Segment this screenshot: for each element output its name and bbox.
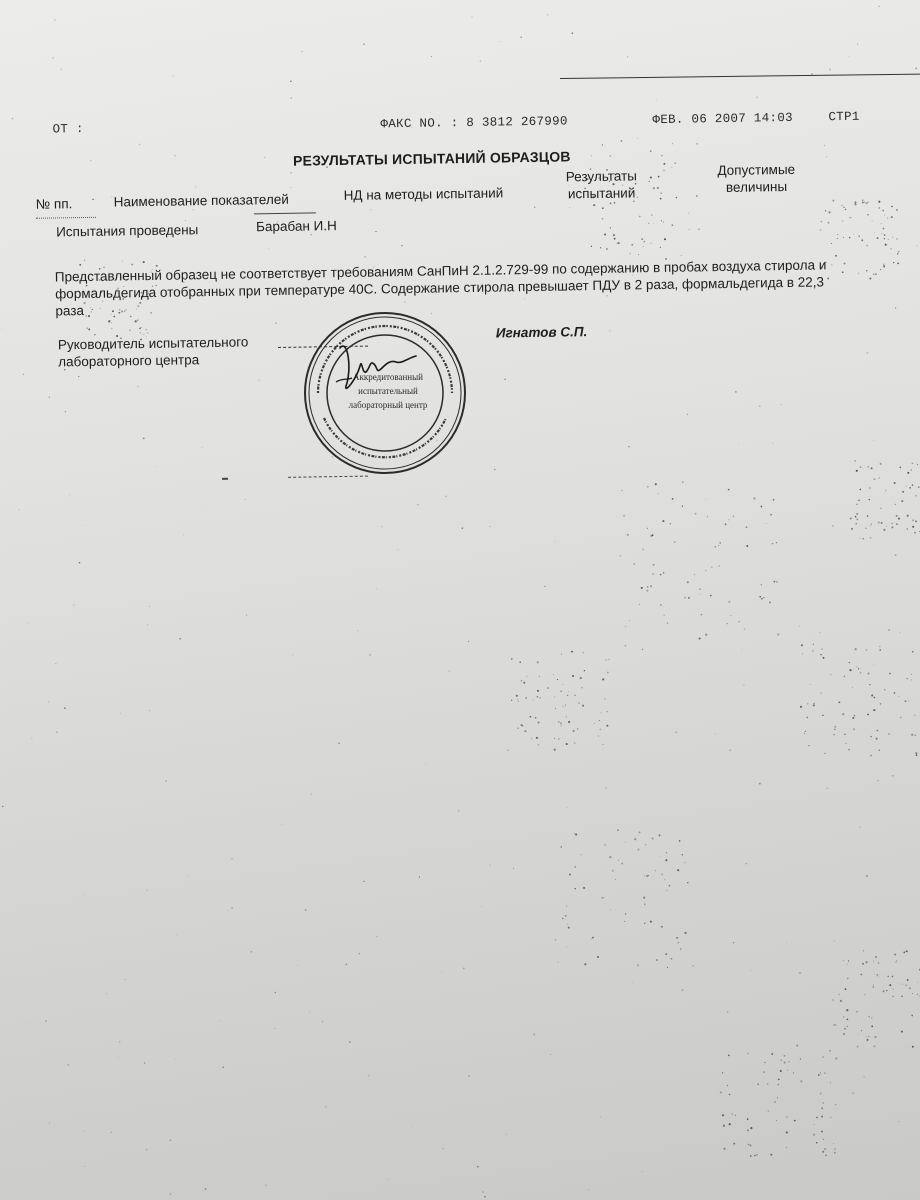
column-indicator-name: Наименование показателей bbox=[113, 191, 289, 210]
column-number: № пп. bbox=[35, 196, 73, 212]
fax-datetime: ФЕВ. 06 2007 14:03 bbox=[652, 110, 793, 128]
header-underline bbox=[36, 217, 96, 219]
fax-number: ФАКС NO. : 8 3812 267990 bbox=[380, 114, 568, 132]
stamp-center-text bbox=[349, 372, 428, 410]
tested-by-label: Испытания проведены bbox=[56, 222, 199, 240]
tested-by-name: Барабан И.Н bbox=[255, 218, 337, 235]
column-test-method: НД на методы испытаний bbox=[343, 185, 504, 203]
conclusion-paragraph: Представленный образец не соответствует требованиям СанПиН 2.1.2.729-99 по содержанию в пробах воздуха стирола и формальдегида отобранных при температуре 40С. Содержание стирола превышает ПДУ в 2 раза, формальдегида в 22,3 раза bbox=[54, 257, 827, 319]
lower-dash-mark bbox=[222, 478, 228, 480]
fax-from-label: ОТ : bbox=[52, 122, 84, 137]
svg-text:Аккредитованный: Аккредитованный bbox=[353, 372, 423, 382]
column-results: Результаты испытаний bbox=[565, 168, 638, 202]
svg-text:лабораторный центр: лабораторный центр bbox=[348, 400, 428, 410]
svg-text:испытательный: испытательный bbox=[358, 386, 418, 396]
signatory-name: Игнатов С.П. bbox=[495, 324, 588, 341]
document-title: РЕЗУЛЬТАТЫ ИСПЫТАНИЙ ОБРАЗЦОВ bbox=[292, 148, 571, 169]
fax-page-number: СТР1 bbox=[828, 109, 860, 125]
signatory-position: Руководитель испытательного лабораторного центра bbox=[57, 334, 249, 370]
handwritten-signature bbox=[340, 346, 416, 388]
signature-line-tester bbox=[254, 212, 316, 214]
lab-stamp-seal bbox=[300, 308, 470, 478]
column-allowed-values: Допустимые величины bbox=[717, 161, 796, 195]
